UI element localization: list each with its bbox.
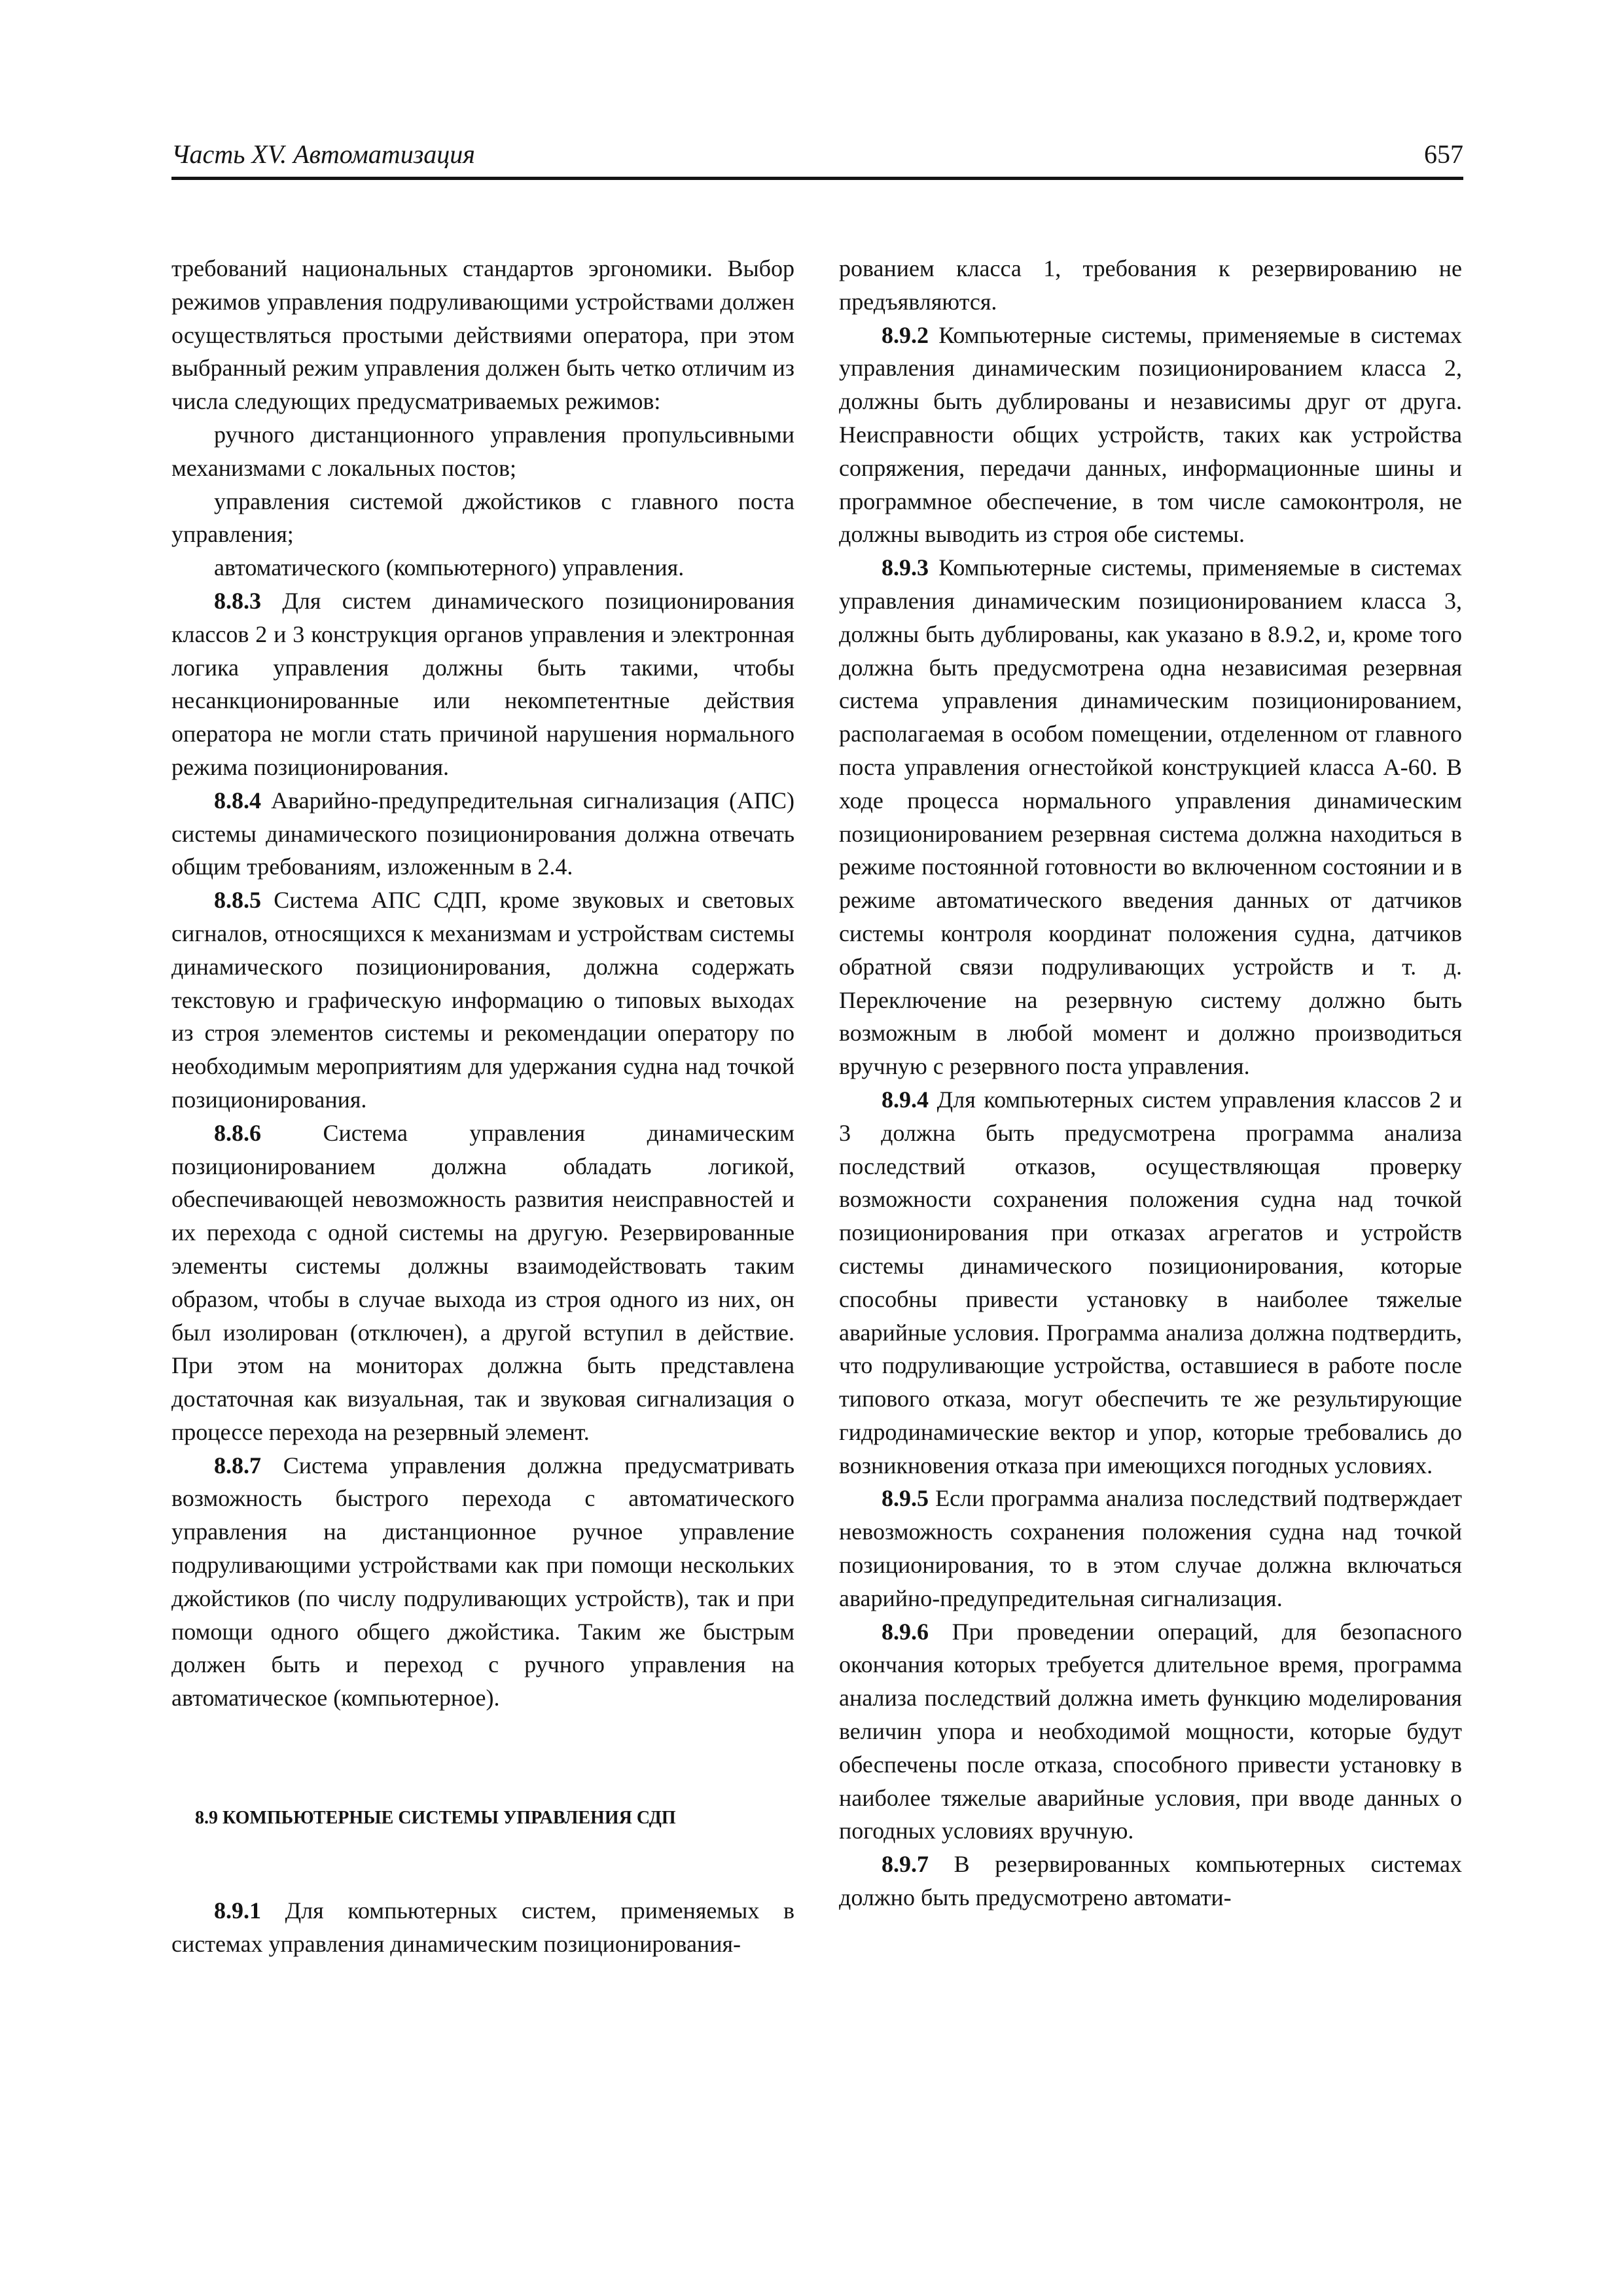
clause-number: 8.9.5 [882, 1485, 929, 1512]
clause-number: 8.8.7 [214, 1452, 261, 1479]
clause-8-8-5 [171, 884, 794, 1117]
clause-8-8-7 [171, 1449, 794, 1715]
list-item: ручного дистанционного управления пропульсивными механизмами с локальных постов; [171, 421, 794, 481]
clause-text: В резервированных компьютерных системах должно быть предусмотрено автомати- [839, 1851, 1462, 1911]
list-item: управления системой джойстиков с главного поста управления; [171, 488, 794, 548]
clause-text: Аварийно-предупредительная сигнализация (АПС) системы динамического позиционирования должна отвечать общим требованиям, изложенным в 2.4. [171, 787, 794, 880]
section-heading: 8.9 КОМПЬЮТЕРНЫЕ СИСТЕМЫ УПРАВЛЕНИЯ СДП [195, 1808, 676, 1829]
paragraph: рованием класса 1, требования к резервированию не предъявляются. [839, 255, 1462, 315]
clause-8-9-7 [839, 1848, 1462, 1914]
left-column [171, 252, 794, 1961]
clause-text: Система управления динамическим позиционированием должна обладать логикой, обеспечивающей невозможность развития неисправностей и их перехода с одной системы на другую. Резервированные элементы системы должны взаимодействовать таким образом, чтобы в случае выхода из строя одного из них, он был изолирован (отключен), а другой вступил в действие. При этом на мониторах должна быть представлена достаточная как визуальная, так и звуковая сигнализация о процессе перехода на резервный элемент. [171, 1119, 794, 1445]
clause-number: 8.8.3 [214, 587, 261, 614]
clause-number: 8.9.1 [214, 1897, 261, 1924]
clause-text: Для компьютерных систем управления классов 2 и 3 должна быть предусмотрена программа анализа последствий отказов, осуществляющая проверку возможности сохранения положения судна над точкой позиционирования при отказах агрегатов и устройств системы динамического позиционирования, которые способны привести установку в наиболее тяжелые аварийные условия. Программа анализа должна подтвердить, что подруливающие устройства, оставшиеся в работе после типового отказа, могут обеспечить те же результирующие гидродинамические вектор и упор, которые требовались до возникновения отказа при имеющихся погодных условиях. [839, 1086, 1462, 1479]
clause-number: 8.9.4 [882, 1086, 929, 1113]
clause-8-9-1 [171, 1894, 794, 1961]
page-header [171, 134, 1463, 175]
clause-number: 8.8.4 [214, 787, 261, 814]
clause-8-8-4 [171, 784, 794, 884]
clause-number: 8.9.2 [882, 321, 929, 348]
list-item: автоматического (компьютерного) управления. [214, 554, 685, 581]
clause-text: Система АПС СДП, кроме звуковых и световых сигналов, относящихся к механизмам и устройствам системы динамического позиционирования, должна содержать текстовую и графическую информацию о типовых выходах из строя элементов системы и рекомендации оператору по необходимым мероприятиям для удержания судна над точкой позиционирования. [171, 887, 794, 1113]
right-column [839, 252, 1462, 1914]
clause-8-8-6 [171, 1117, 794, 1449]
header-rule [171, 177, 1463, 180]
clause-number: 8.8.6 [214, 1119, 261, 1146]
clause-8-8-3 [171, 584, 794, 784]
clause-8-9-3 [839, 551, 1462, 1083]
clause-8-9-4 [839, 1083, 1462, 1482]
clause-text: Если программа анализа последствий подтверждает невозможность сохранения положения судна над точкой позиционирования, то в этом случае должна включаться аварийно-предупредительная сигнализация. [839, 1485, 1462, 1611]
clause-8-9-6 [839, 1615, 1462, 1848]
clause-text: Для компьютерных систем, применяемых в системах управления динамическим позиционирования- [171, 1897, 794, 1957]
clause-text: Компьютерные системы, применяемые в системах управления динамическим позиционированием класса 2, должны быть дублированы и независимы друг от друга. Неисправности общих устройств, таких как устройства сопряжения, передачи данных, информационные шины и программное обеспечение, в том числе самоконтроля, не должны выводить из строя обе системы. [839, 321, 1462, 548]
clause-text: При проведении операций, для безопасного окончания которых требуется длительное время, программа анализа последствий должна иметь функцию моделирования величин упора и необходимой мощности, которые будут обеспечены после отказа, способного привести установку в наиболее тяжелые аварийные условия, при вводе данных о погодных условиях вручную. [839, 1618, 1462, 1844]
clause-number: 8.9.7 [882, 1851, 929, 1878]
clause-text: Система управления должна предусматривать возможность быстрого перехода с автоматического управления на дистанционное ручное управление подруливающими устройствами как при помощи нескольких джойстиков (по числу подруливающих устройств), так и при помощи одного общего джойстика. Таким же быстрым должен быть и переход с ручного управления на автоматическое (компьютерное). [171, 1452, 794, 1712]
page-number: 657 [1424, 139, 1463, 169]
clause-number: 8.9.3 [882, 554, 929, 581]
clause-8-9-5 [839, 1482, 1462, 1615]
clause-number: 8.9.6 [882, 1618, 929, 1645]
running-head: Часть XV. Автоматизация [171, 139, 475, 169]
clause-8-9-2 [839, 319, 1462, 552]
clause-number: 8.8.5 [214, 887, 261, 914]
clause-text: Для систем динамического позиционирования классов 2 и 3 конструкция органов управления и электронная логика управления должны быть такими, чтобы несанкционированные или некомпетентные действия оператора не могли стать причиной нарушения нормального режима позиционирования. [171, 587, 794, 780]
paragraph: требований национальных стандартов эргономики. Выбор режимов управления подруливающими устройствами должен осуществляться простыми действиями оператора, при этом выбранный режим управления должен быть четко отличим из числа следующих предусматриваемых режимов: [171, 255, 794, 415]
clause-text: Компьютерные системы, применяемые в системах управления динамическим позиционированием класса 3, должны быть дублированы, как указано в 8.9.2, и, кроме того должна быть предусмотрена одна независимая резервная система управления динамическим позиционированием, располагаемая в особом помещении, отделенном от главного поста управления огнестойкой конструкцией класса А-60. В ходе процесса нормального управления динамическим позиционированием резервная система должна находиться в режиме постоянной готовности во включенном состоянии и в режиме автоматического введения данных от датчиков системы контроля координат положения судна, датчиков обратной связи подруливающих устройств и т. д. Переключение на резервную систему должно быть возможным в любой момент и должно производиться вручную с резервного поста управления. [839, 554, 1462, 1080]
